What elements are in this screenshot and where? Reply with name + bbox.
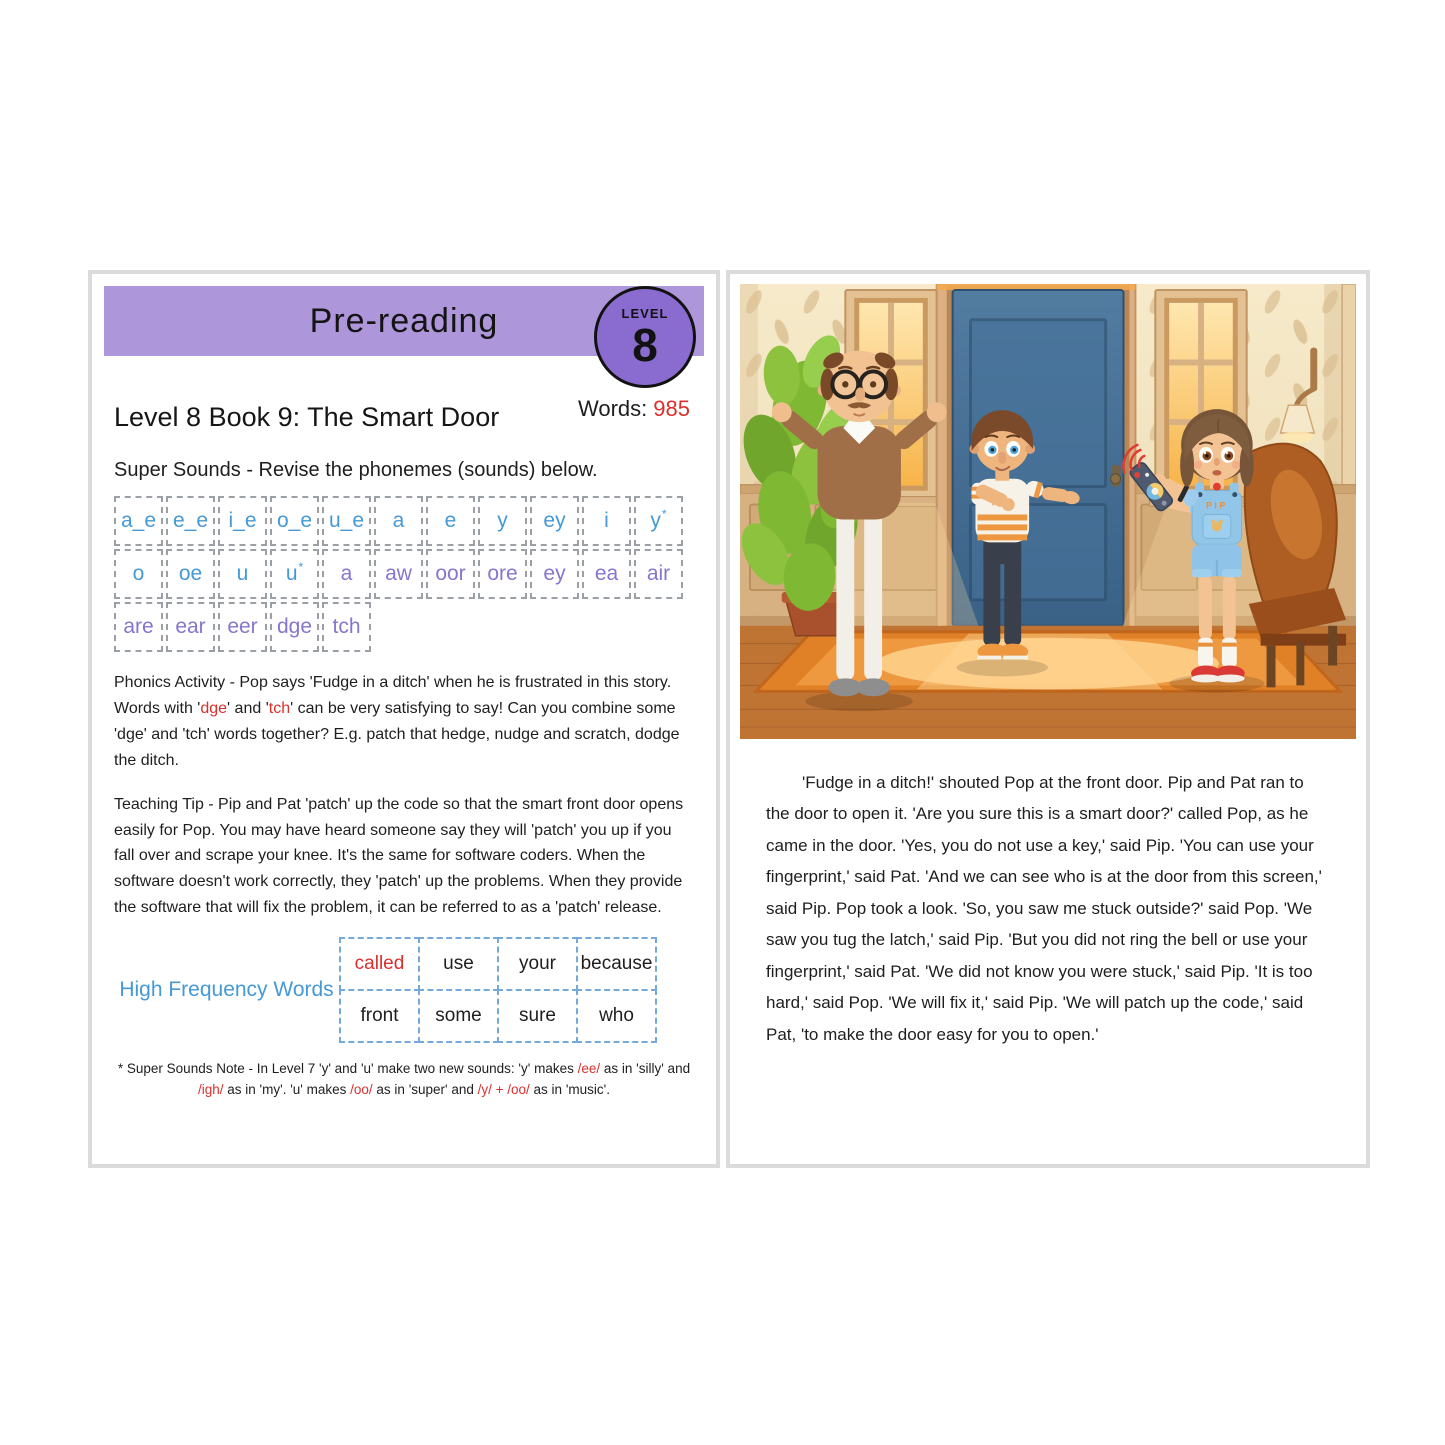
phoneme-cell: e_e [166, 496, 215, 546]
hfw-cell: because [576, 937, 657, 991]
phoneme-cell: o [114, 549, 163, 599]
phoneme-cell: y * [634, 496, 683, 546]
high-frequency-words-grid [339, 937, 657, 1043]
grid-row [339, 991, 657, 1043]
words-label: Words: [578, 396, 648, 421]
pre-reading-panel [88, 270, 720, 1168]
hfw-cell: front [339, 989, 420, 1043]
text-segment: /igh/ [198, 1082, 224, 1098]
pip-bib-label: PIP [1205, 500, 1228, 511]
level-badge [594, 286, 696, 388]
hfw-cell: some [418, 989, 499, 1043]
illustration-svg [740, 284, 1356, 739]
grid-row [339, 937, 657, 991]
phoneme-cell: are [114, 602, 163, 652]
phoneme-cell: oor [426, 549, 475, 599]
phoneme-grid [114, 496, 698, 652]
text-segment: /y/ + /oo/ [477, 1082, 530, 1098]
hfw-cell: called [339, 937, 420, 991]
phoneme-cell: u_e [322, 496, 371, 546]
phonics-activity-paragraph [114, 670, 690, 774]
phoneme-cell: eer [218, 602, 267, 652]
phoneme-cell: ore [478, 549, 527, 599]
words-value: 985 [653, 396, 690, 421]
phoneme-cell: i_e [218, 496, 267, 546]
phoneme-cell: e [426, 496, 475, 546]
phoneme-cell: tch [322, 602, 371, 652]
text-segment: as in 'my'. 'u' makes [223, 1082, 351, 1098]
story-illustration [740, 284, 1356, 739]
text-segment: as in 'music'. [529, 1082, 610, 1098]
grid-row [114, 602, 698, 652]
phoneme-cell: oe [166, 549, 215, 599]
text-segment: /ee/ [577, 1061, 601, 1077]
phoneme-cell: o_e [270, 496, 319, 546]
text-segment: dge [200, 699, 228, 717]
phoneme-cell: a_e [114, 496, 163, 546]
story-panel [726, 270, 1370, 1168]
phoneme-cell: y [478, 496, 527, 546]
text-segment: as in 'silly' and [600, 1061, 691, 1077]
phoneme-cell: u * [270, 549, 319, 599]
phoneme-cell: i [582, 496, 631, 546]
hfw-cell: sure [497, 989, 578, 1043]
shadow [957, 659, 1048, 677]
grid-row [114, 549, 698, 599]
phoneme-cell: ey [530, 549, 579, 599]
story-paragraph: 'Fudge in a ditch!' shouted Pop at the front door. Pip and Pat ran to the door to open it. 'Are you sure this is a smart door?' called Pop, as he came in the door. 'Yes, you do not use a key,' said Pip. 'You can use your fingerprint,' said Pat. 'And we can see who is at the door from this screen,' said Pip. Pop took a look. 'So, you saw me stuck outside?' said Pop. 'We saw you tug the latch,' said Pip. 'But you did not ring the bell or use your fingerprint,' said Pat. 'We did not know you were stuck,' said Pip. 'It is too hard,' said Pop. 'We will fix it,' said Pip. 'We will patch up the code,' said Pat, 'to make the door easy for you to open.' [766, 773, 1322, 1044]
shadow [806, 691, 913, 711]
door-handle-icon [1111, 465, 1121, 487]
hfw-cell: your [497, 937, 578, 991]
phoneme-cell: dge [270, 602, 319, 652]
text-segment: Phonics Activity - Pop says 'Fudge in a ditch' when he is frustrated in this story. Words with ' [114, 674, 672, 717]
level-badge-label: LEVEL [621, 305, 669, 321]
teaching-tip-paragraph [114, 792, 690, 922]
phoneme-cell: ea [582, 549, 631, 599]
text-segment: tch [268, 699, 291, 717]
text-segment: ' and ' [227, 699, 269, 717]
phoneme-cell: u [218, 549, 267, 599]
text-segment: /oo/ [350, 1082, 373, 1098]
phoneme-cell: a [374, 496, 423, 546]
level-badge-number: 8 [632, 318, 658, 371]
high-frequency-words-label: High Frequency Words [119, 978, 334, 1002]
front-door [937, 284, 1136, 634]
phoneme-cell: aw [374, 549, 423, 599]
phoneme-cell: a [322, 549, 371, 599]
grid-row [114, 496, 698, 546]
words-count [578, 396, 690, 422]
high-frequency-words-section [114, 937, 690, 1043]
phoneme-cell: air [634, 549, 683, 599]
book-title: Level 8 Book 9: The Smart Door [114, 402, 500, 432]
text-segment: * Super Sounds Note - In Level 7 'y' and 'u' make two new sounds: 'y' makes [117, 1061, 578, 1077]
text-segment: Teaching Tip - Pip and Pat 'patch' up the code so that the smart front door opens easily for Pop. You may have heard someone say they will 'patch' you up if you fall over and scrape your knee. It's the same for software coders. When the software doesn't work correctly, they 'patch' up the problems. When they provide the software that will fix the problem, it can be referred to as a 'patch' release. [114, 795, 684, 917]
phoneme-cell: ear [166, 602, 215, 652]
hfw-cell: who [576, 989, 657, 1043]
phoneme-cell: ey [530, 496, 579, 546]
page-title: Pre-reading [309, 301, 499, 340]
super-sounds-heading: Super Sounds - Revise the phonemes (sounds) below. [114, 459, 598, 481]
super-sounds-footnote [106, 1059, 702, 1101]
hfw-cell: use [418, 937, 499, 991]
text-segment: as in 'super' and [372, 1082, 478, 1098]
text-segment: ' can be very satisfying to say! Can you combine some 'dge' and 'tch' words together? E.g. patch that hedge, nudge and scratch, dodge the ditch. [114, 699, 680, 769]
